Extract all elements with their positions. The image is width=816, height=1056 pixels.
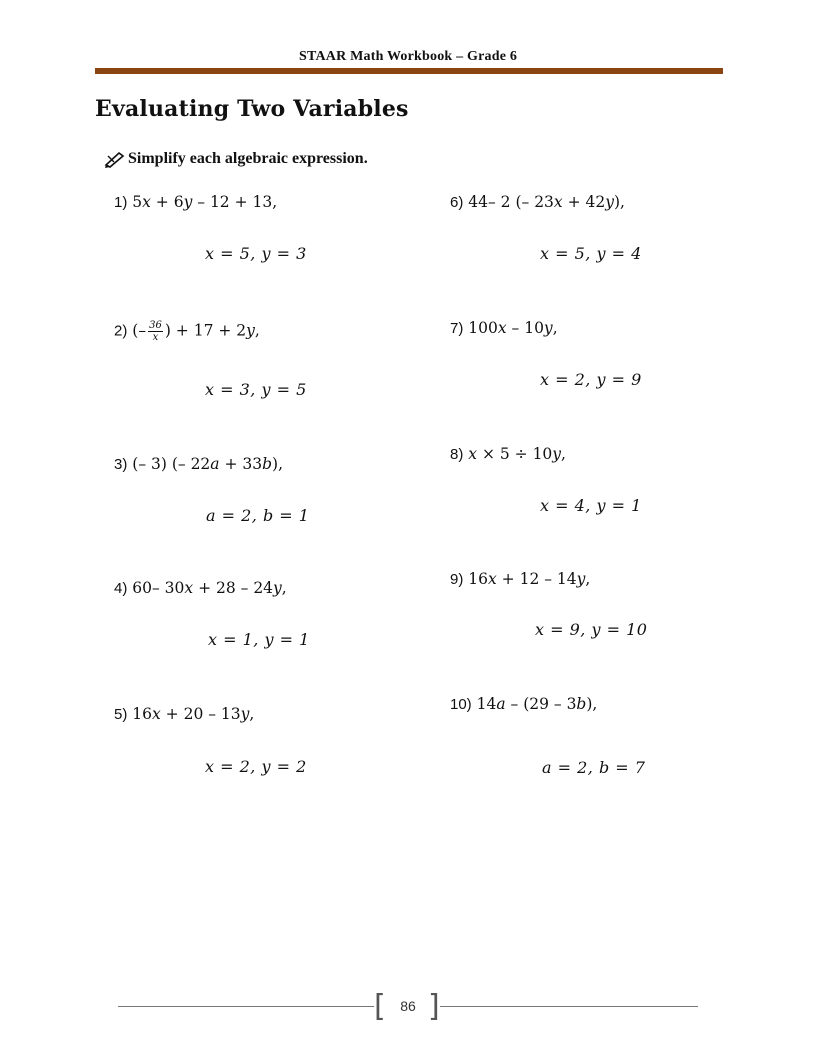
problem-1-values: 𝑥 = 5, 𝑦 = 3 — [205, 244, 307, 263]
problem-number: 5) — [114, 706, 128, 723]
page-title: Evaluating Two Variables — [95, 96, 409, 122]
page-number: 86 — [400, 998, 416, 1014]
problem-7-values: 𝑥 = 2, 𝑦 = 9 — [540, 370, 642, 389]
problem-7 — [450, 319, 558, 337]
problem-number: 6) — [450, 194, 464, 211]
problem-number: 9) — [450, 571, 464, 588]
fraction-numerator: 36 — [149, 320, 162, 331]
problem-number: 3) — [114, 456, 128, 473]
footer-rule-left — [118, 1006, 374, 1007]
footer-bracket-right: ] — [428, 989, 440, 1024]
problem-expression: 14𝑎 – (29 – 3𝑏), — [476, 695, 598, 713]
problem-5 — [114, 705, 254, 723]
problem-expression-prefix: (– — [132, 321, 147, 340]
problem-expression: 100𝑥 – 10𝑦, — [468, 319, 558, 337]
problem-4 — [114, 579, 287, 597]
problem-expression: 16𝑥 + 12 – 14𝑦, — [468, 570, 591, 588]
problem-expression: 𝑥 × 5 ÷ 10𝑦, — [468, 445, 566, 463]
header-rule — [95, 68, 723, 74]
fraction — [148, 320, 163, 343]
footer-rule-right — [440, 1006, 698, 1007]
problem-expression: (– 3) (– 22𝑎 + 33𝑏), — [132, 455, 283, 473]
problem-number: 8) — [450, 446, 464, 463]
problem-expression-suffix: ) + 17 + 2𝑦, — [164, 321, 260, 340]
problem-6-values: 𝑥 = 5, 𝑦 = 4 — [540, 244, 642, 263]
problem-4-values: 𝑥 = 1, 𝑦 = 1 — [208, 630, 310, 649]
problem-2 — [114, 320, 260, 343]
problem-10-values: 𝑎 = 2, 𝑏 = 7 — [542, 758, 646, 777]
fraction-denominator: 𝑥 — [152, 332, 159, 343]
problem-5-values: 𝑥 = 2, 𝑦 = 2 — [205, 757, 307, 776]
problem-number: 7) — [450, 320, 464, 337]
instruction — [104, 150, 368, 168]
problem-number: 4) — [114, 580, 128, 597]
problem-6 — [450, 193, 625, 211]
footer-bracket-left: [ — [374, 989, 386, 1024]
problem-8-values: 𝑥 = 4, 𝑦 = 1 — [540, 496, 642, 515]
problem-number: 1) — [114, 194, 128, 211]
problem-2-values: 𝑥 = 3, 𝑦 = 5 — [205, 380, 307, 399]
problem-expression: 60– 30𝑥 + 28 – 24𝑦, — [132, 579, 287, 597]
instruction-text: Simplify each algebraic expression. — [128, 150, 368, 167]
problem-3 — [114, 455, 283, 473]
problem-10 — [450, 695, 597, 713]
problem-9 — [450, 570, 590, 588]
problem-number: 10) — [450, 696, 472, 713]
problem-number: 2) — [114, 322, 128, 340]
problem-8 — [450, 445, 566, 463]
problem-9-values: 𝑥 = 9, 𝑦 = 10 — [535, 620, 648, 639]
workbook-header-title: STAAR Math Workbook – Grade 6 — [298, 49, 518, 64]
problem-expression: 16𝑥 + 20 – 13𝑦, — [132, 705, 255, 723]
problem-1 — [114, 193, 277, 211]
problem-3-values: 𝑎 = 2, 𝑏 = 1 — [206, 506, 310, 525]
problem-expression: 44– 2 (– 23𝑥 + 42𝑦), — [468, 193, 625, 211]
problem-expression: 5𝑥 + 6𝑦 – 12 + 13, — [132, 193, 278, 211]
pencil-icon — [104, 150, 126, 168]
